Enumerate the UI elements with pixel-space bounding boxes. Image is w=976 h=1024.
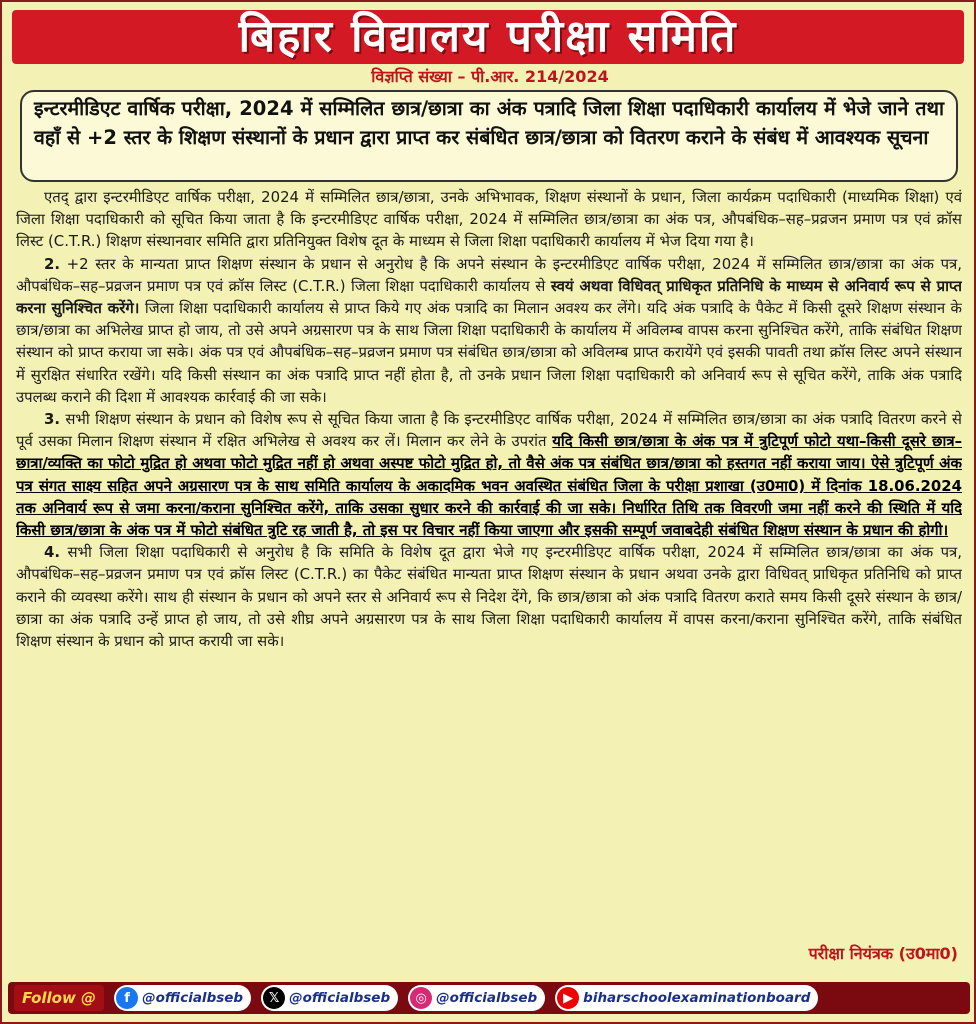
facebook-handle: @officialbseb xyxy=(142,990,244,1006)
twitter-link[interactable] xyxy=(261,985,398,1011)
signature: परीक्षा नियंत्रक (उ0मा0) xyxy=(808,944,958,963)
paragraph-3-text: सभी शिक्षण संस्थान के प्रधान को विशेष रूप से सूचित किया जाता है कि इन्टरमीडिएट वार्षिक परीक्षा, 2024 में सम्मिलित छात्र/छात्रा का अंक पत्रादि वितरण करने से पूर्व उसका मिलान शिक्षण संस्थान में रक्षित अभिलेख से अवश्य कर लें। मिलान कर लेने के उपरांत xyxy=(16,410,962,451)
youtube-link[interactable] xyxy=(555,985,818,1011)
paragraph-2-bold: स्वयं अथवा विधिवत् प्राधिकृत प्रतिनिधि के माध्यम से अनिवार्य रूप से प्राप्त करना सुनिश्चित करेंगे। xyxy=(16,276,962,318)
follow-label: Follow @ xyxy=(14,985,104,1011)
twitter-handle: @officialbseb xyxy=(289,990,391,1006)
paragraph-2 xyxy=(16,253,962,408)
notice-number: विज्ञप्ति संख्या – पी.आर. 214/2024 xyxy=(371,67,609,86)
instagram-icon: ◎ xyxy=(410,987,432,1009)
notice-body xyxy=(16,186,962,958)
paragraph-1: एतद् द्वारा इन्टरमीडिएट वार्षिक परीक्षा, 2024 में सम्मिलित छात्र/छात्रा, उनके अभिभावक, शिक्षण संस्थानों के प्रधान, जिला कार्यक्रम पदाधिकारी (माध्यमिक शिक्षा) एवं जिला शिक्षा पदाधिकारी को सूचित किया जाता है कि इन्टरमीडिएट वार्षिक परीक्षा, 2024 में सम्मिलित छात्र/छात्रा का अंक पत्र, औपबंधिक–सह–प्रव्रजन प्रमाण पत्र एवं क्रॉस लिस्ट (C.T.R.) शिक्षण संस्थानवार समिति द्वारा प्रतिनियुक्त विशेष दूत के माध्यम से जिला शिक्षा पदाधिकारी कार्यालय में भेज दिया गया है। xyxy=(16,188,962,251)
youtube-icon: ▶ xyxy=(557,987,579,1009)
facebook-link[interactable] xyxy=(114,985,251,1011)
paragraph-4-text: सभी जिला शिक्षा पदाधिकारी से अनुरोध है कि समिति के विशेष दूत द्वारा भेजे गए इन्टरमीडिएट वार्षिक परीक्षा, 2024 में सम्मिलित छात्र/छात्रा का अंक पत्र, औपबंधिक–सह–प्रव्रजन प्रमाण पत्र एवं क्रॉस लिस्ट (C.T.R.) का पैकेट संबंधित मान्यता प्राप्त शिक्षण संस्थान के प्रधान अथवा उनके द्वारा विधिवत् प्राधिकृत प्रतिनिधि को प्राप्त कराने की व्यवस्था करेंगे। साथ ही संस्थान के प्रधान को अपने स्तर से अनिवार्य रूप से निदेश देंगे, कि छात्र/छात्रा को अंक पत्रादि वितरण कराते समय किसी दूसरे संस्थान के छात्र/छात्रा का अंक पत्रादि उन्हें प्राप्त हो जाय, तो उसे शीघ्र अपने अग्रसारण पत्र के साथ जिला शिक्षा पदाधिकारी कार्यालय में वापस करना/कराना सुनिश्चित करेंगे, ताकि संबंधित शिक्षण संस्थान के प्रधान को प्राप्त करायी जा सके। xyxy=(16,543,962,651)
paragraph-3 xyxy=(16,408,962,541)
facebook-icon: f xyxy=(116,987,138,1009)
paragraph-2-text-a: +2 स्तर के मान्यता प्राप्त शिक्षण संस्थान के प्रधान से अनुरोध है कि अपने संस्थान के इन्टरमीडिएट वार्षिक परीक्षा, 2024 में सम्मिलित छात्र/छात्रा का अंक पत्र, औपबंधिक–सह–प्रव्रजन प्रमाण पत्र एवं क्रॉस लिस्ट (C.T.R.) जिला शिक्षा पदाधिकारी कार्यालय से xyxy=(16,254,962,295)
page-title: बिहार विद्यालय परीक्षा समिति xyxy=(12,10,964,64)
paragraph-4-number: 4. xyxy=(44,543,61,562)
paragraph-3-number: 3. xyxy=(44,410,61,429)
instagram-link[interactable] xyxy=(408,985,545,1011)
youtube-handle: biharschoolexaminationboard xyxy=(583,990,811,1006)
paragraph-3-underlined: यदि किसी छात्र/छात्रा के अंक पत्र में त्रुटिपूर्ण फोटो यथा–किसी दूसरे छात्र–छात्रा/व्यक्ति का फोटो मुद्रित हो अथवा फोटो मुद्रित नहीं हो अथवा अस्पष्ट फोटो मुद्रित हो, तो वैसे अंक पत्र संबंधित छात्र/छात्रा को हस्तगत नहीं कराया जाय। ऐसे त्रुटिपूर्ण अंक पत्र संगत साक्ष्य सहित अपने अग्रसारण पत्र के साथ समिति कार्यालय के अकादमिक भवन अवस्थित संबंधित जिला के परीक्षा प्रशाखा (उ0मा0) में दिनांक 18.06.2024 तक अनिवार्य रूप से जमा करना/कराना सुनिश्चित करेंगे, ताकि उसका सुधार करने की कार्रवाई की जा सके। निर्धारित तिथि तक विवरणी जमा नहीं करने की स्थिति में यदि किसी छात्र/छात्रा के अंक पत्र में फोटो संबंधित त्रुटि रह जाती है, तो इस पर विचार नहीं किया जाएगा और इसकी सम्पूर्ण जवाबदेही संबंधित शिक्षण संस्थान के प्रधान की होगी। xyxy=(16,432,962,540)
paragraph-2-text-b: जिला शिक्षा पदाधिकारी कार्यालय से प्राप्त किये गए अंक पत्रादि का मिलान अवश्य कर लेंगे। यदि अंक पत्रादि के पैकेट में किसी दूसरे शिक्षण संस्थान के छात्र/छात्रा का अभिलेख प्राप्त हो जाय, तो उसे अपने अग्रसारण पत्र के साथ जिला शिक्षा पदाधिकारी के कार्यालय में अविलम्ब वापस करना सुनिश्चित करेंगे, ताकि संबंधित शिक्षण संस्थान को प्राप्त कराया जा सके। अंक पत्र एवं औपबंधिक–सह–प्रव्रजन प्रमाण पत्र संबंधित छात्र/छात्रा को अविलम्ब प्राप्त करायेंगे एवं इसकी पावती तथा क्रॉस लिस्ट अपने संस्थान में सुरक्षित संधारित रखेंगे। यदि किसी संस्थान का अंक पत्रादि प्राप्त नहीं होता है, तो उनके प्रधान जिला शिक्षा पदाधिकारी को अनिवार्य रूप से सूचित करेंगे, ताकि अंक पत्रादि उपलब्ध कराने की दिशा में आवश्यक कार्रवाई की जा सके। xyxy=(16,299,962,406)
subject-box: इन्टरमीडिएट वार्षिक परीक्षा, 2024 में सम्मिलित छात्र/छात्रा का अंक पत्रादि जिला शिक्षा पदाधिकारी कार्यालय में भेजे जाने तथा वहाँ से +2 स्तर के शिक्षण संस्थानों के प्रधान द्वारा प्राप्त कर संबंधित छात्र/छात्रा को वितरण कराने के संबंध में आवश्यक सूचना xyxy=(20,90,958,182)
instagram-handle: @officialbseb xyxy=(436,990,538,1006)
paragraph-2-number: 2. xyxy=(44,254,61,273)
paragraph-4 xyxy=(16,541,962,652)
social-footer xyxy=(8,982,970,1014)
x-twitter-icon: 𝕏 xyxy=(263,987,285,1009)
